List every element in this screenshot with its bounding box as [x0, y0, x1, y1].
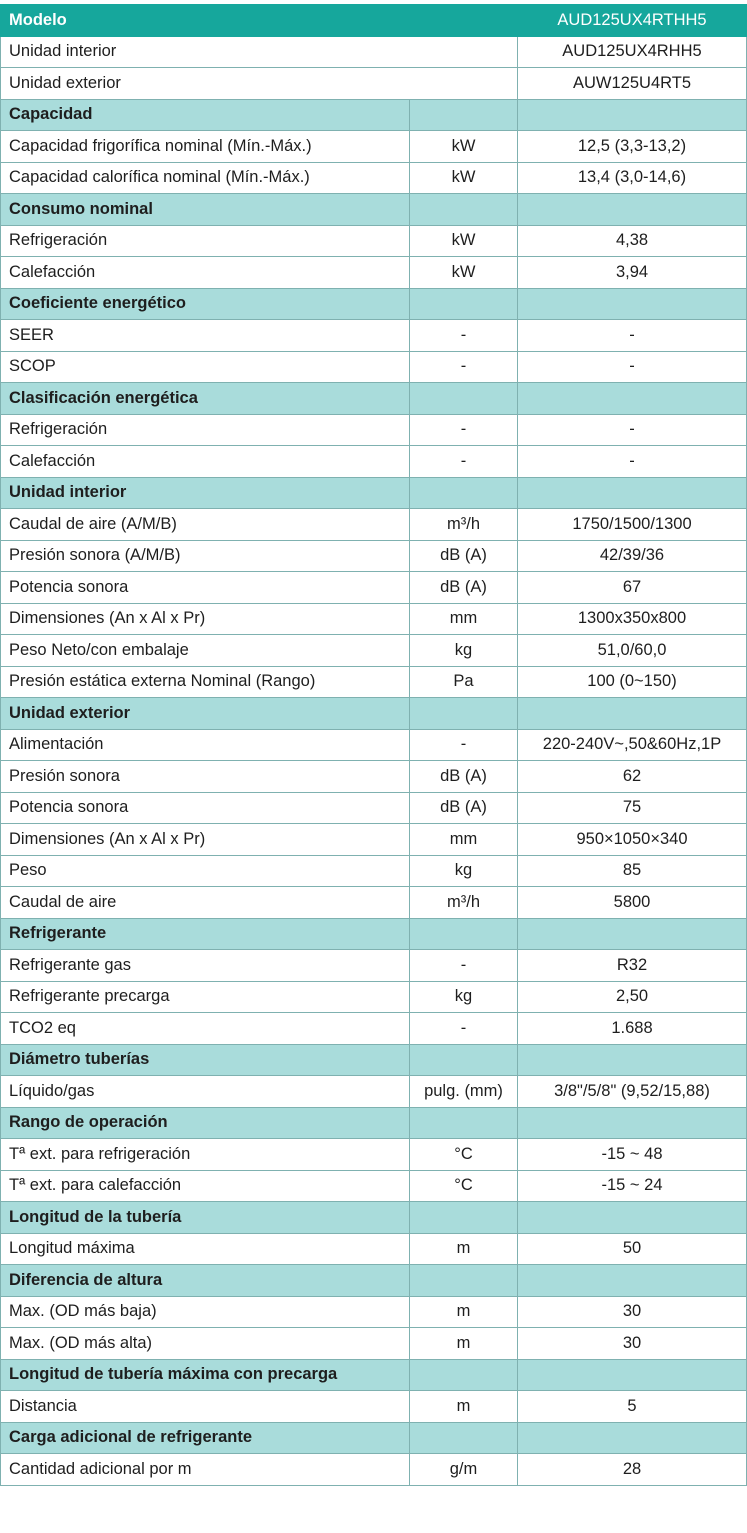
spec-value: 67 [518, 572, 747, 604]
spec-value: 1300x350x800 [518, 603, 747, 635]
spec-row [1, 1454, 747, 1486]
spec-label: Líquido/gas [1, 1076, 410, 1108]
spec-value: 220-240V~,50&60Hz,1P [518, 729, 747, 761]
spec-unit: dB (A) [410, 792, 518, 824]
section-title: Diámetro tuberías [1, 1044, 410, 1076]
spec-row [1, 131, 747, 163]
spec-label: Refrigeración [1, 414, 410, 446]
section-title: Longitud de la tubería [1, 1202, 410, 1234]
spec-value: 3,94 [518, 257, 747, 289]
spec-row [1, 855, 747, 887]
spec-value: 2,50 [518, 981, 747, 1013]
spec-label: TCO2 eq [1, 1013, 410, 1045]
spec-row [1, 162, 747, 194]
spec-unit: kW [410, 131, 518, 163]
spec-row [1, 761, 747, 793]
spec-row [1, 351, 747, 383]
spec-row [1, 320, 747, 352]
spec-value: 42/39/36 [518, 540, 747, 572]
spec-unit: kg [410, 635, 518, 667]
spec-label: Longitud máxima [1, 1233, 410, 1265]
spec-row [1, 1013, 747, 1045]
spec-unit: m [410, 1391, 518, 1423]
spec-value: 30 [518, 1296, 747, 1328]
spec-unit: kg [410, 855, 518, 887]
section-row [1, 477, 747, 509]
section-title: Rango de operación [1, 1107, 410, 1139]
spec-value: -15 ~ 48 [518, 1139, 747, 1171]
spec-value: 100 (0~150) [518, 666, 747, 698]
section-unit-cell [410, 918, 518, 950]
section-value-cell [518, 383, 747, 415]
model-value: AUD125UX4RHH5 [518, 36, 747, 68]
spec-value: 30 [518, 1328, 747, 1360]
section-row [1, 1044, 747, 1076]
spec-label: Cantidad adicional por m [1, 1454, 410, 1486]
section-row [1, 288, 747, 320]
section-value-cell [518, 918, 747, 950]
spec-label: Peso [1, 855, 410, 887]
section-title: Diferencia de altura [1, 1265, 410, 1297]
spec-row [1, 225, 747, 257]
spec-row [1, 887, 747, 919]
spec-unit: m³/h [410, 887, 518, 919]
spec-label: Dimensiones (An x Al x Pr) [1, 824, 410, 856]
section-unit-cell [410, 1359, 518, 1391]
spec-row [1, 540, 747, 572]
section-row [1, 918, 747, 950]
spec-value: 5 [518, 1391, 747, 1423]
spec-label: Refrigerante gas [1, 950, 410, 982]
spec-label: Max. (OD más baja) [1, 1296, 410, 1328]
header-row [1, 5, 747, 37]
spec-unit: °C [410, 1170, 518, 1202]
section-unit-cell [410, 1422, 518, 1454]
spec-row [1, 572, 747, 604]
section-row [1, 1202, 747, 1234]
section-title: Unidad exterior [1, 698, 410, 730]
spec-unit: dB (A) [410, 540, 518, 572]
spec-unit: Pa [410, 666, 518, 698]
section-unit-cell [410, 1265, 518, 1297]
spec-unit: - [410, 729, 518, 761]
section-unit-cell [410, 698, 518, 730]
section-title: Unidad interior [1, 477, 410, 509]
header-model-value: AUD125UX4RTHH5 [518, 5, 747, 37]
section-value-cell [518, 288, 747, 320]
spec-label: Calefacción [1, 446, 410, 478]
spec-value: 85 [518, 855, 747, 887]
spec-label: Capacidad frigorífica nominal (Mín.-Máx.) [1, 131, 410, 163]
spec-label: Presión estática externa Nominal (Rango) [1, 666, 410, 698]
spec-label: Caudal de aire [1, 887, 410, 919]
spec-row [1, 1328, 747, 1360]
spec-value: 4,38 [518, 225, 747, 257]
spec-unit: mm [410, 824, 518, 856]
spec-row [1, 1076, 747, 1108]
section-value-cell [518, 99, 747, 131]
spec-unit: mm [410, 603, 518, 635]
spec-label: Distancia [1, 1391, 410, 1423]
spec-label: Caudal de aire (A/M/B) [1, 509, 410, 541]
spec-unit: - [410, 950, 518, 982]
spec-value: 3/8"/5/8" (9,52/15,88) [518, 1076, 747, 1108]
spec-label: Max. (OD más alta) [1, 1328, 410, 1360]
spec-value: 51,0/60,0 [518, 635, 747, 667]
spec-unit: dB (A) [410, 572, 518, 604]
section-unit-cell [410, 99, 518, 131]
spec-row [1, 509, 747, 541]
spec-value: -15 ~ 24 [518, 1170, 747, 1202]
section-title: Refrigerante [1, 918, 410, 950]
spec-value: R32 [518, 950, 747, 982]
spec-unit: dB (A) [410, 761, 518, 793]
section-row [1, 698, 747, 730]
spec-row [1, 635, 747, 667]
spec-label: Capacidad calorífica nominal (Mín.-Máx.) [1, 162, 410, 194]
section-unit-cell [410, 194, 518, 226]
spec-value: 13,4 (3,0-14,6) [518, 162, 747, 194]
spec-value: 950×1050×340 [518, 824, 747, 856]
spec-row [1, 792, 747, 824]
section-title: Longitud de tubería máxima con precarga [1, 1359, 410, 1391]
header-label: Modelo [1, 5, 518, 37]
spec-table [0, 4, 747, 1486]
spec-value: 28 [518, 1454, 747, 1486]
section-value-cell [518, 1422, 747, 1454]
spec-unit: m [410, 1233, 518, 1265]
spec-label: Presión sonora [1, 761, 410, 793]
section-unit-cell [410, 1202, 518, 1234]
section-title: Capacidad [1, 99, 410, 131]
spec-row [1, 446, 747, 478]
spec-unit: kW [410, 225, 518, 257]
spec-value: 1.688 [518, 1013, 747, 1045]
spec-label: Potencia sonora [1, 792, 410, 824]
section-value-cell [518, 1202, 747, 1234]
spec-value: - [518, 446, 747, 478]
spec-value: 50 [518, 1233, 747, 1265]
section-value-cell [518, 1107, 747, 1139]
spec-unit: - [410, 446, 518, 478]
model-value: AUW125U4RT5 [518, 68, 747, 100]
model-row-indoor [1, 36, 747, 68]
spec-unit: m³/h [410, 509, 518, 541]
spec-unit: - [410, 351, 518, 383]
section-row [1, 1265, 747, 1297]
spec-value: 75 [518, 792, 747, 824]
spec-row [1, 1170, 747, 1202]
spec-unit: pulg. (mm) [410, 1076, 518, 1108]
spec-row [1, 981, 747, 1013]
spec-row [1, 1139, 747, 1171]
spec-row [1, 824, 747, 856]
section-unit-cell [410, 383, 518, 415]
spec-label: Presión sonora (A/M/B) [1, 540, 410, 572]
section-row [1, 194, 747, 226]
spec-label: Tª ext. para refrigeración [1, 1139, 410, 1171]
spec-label: Refrigeración [1, 225, 410, 257]
spec-unit: g/m [410, 1454, 518, 1486]
spec-value: 5800 [518, 887, 747, 919]
spec-unit: - [410, 320, 518, 352]
section-unit-cell [410, 288, 518, 320]
section-row [1, 99, 747, 131]
section-row [1, 1422, 747, 1454]
section-unit-cell [410, 1107, 518, 1139]
spec-label: Peso Neto/con embalaje [1, 635, 410, 667]
section-unit-cell [410, 1044, 518, 1076]
section-value-cell [518, 1044, 747, 1076]
spec-label: Alimentación [1, 729, 410, 761]
spec-row [1, 414, 747, 446]
spec-unit: kW [410, 162, 518, 194]
spec-row [1, 666, 747, 698]
spec-unit: - [410, 1013, 518, 1045]
spec-label: Calefacción [1, 257, 410, 289]
spec-unit: kW [410, 257, 518, 289]
model-row-outdoor [1, 68, 747, 100]
spec-row [1, 729, 747, 761]
spec-row [1, 1233, 747, 1265]
spec-value: 62 [518, 761, 747, 793]
model-label: Unidad exterior [1, 68, 518, 100]
section-row [1, 383, 747, 415]
spec-value: - [518, 414, 747, 446]
spec-row [1, 950, 747, 982]
spec-label: SCOP [1, 351, 410, 383]
model-label: Unidad interior [1, 36, 518, 68]
spec-label: SEER [1, 320, 410, 352]
spec-value: - [518, 320, 747, 352]
spec-unit: m [410, 1328, 518, 1360]
spec-row [1, 1391, 747, 1423]
spec-unit: °C [410, 1139, 518, 1171]
section-row [1, 1359, 747, 1391]
spec-label: Refrigerante precarga [1, 981, 410, 1013]
section-value-cell [518, 698, 747, 730]
spec-value: 1750/1500/1300 [518, 509, 747, 541]
spec-value: 12,5 (3,3-13,2) [518, 131, 747, 163]
spec-unit: - [410, 414, 518, 446]
spec-unit: kg [410, 981, 518, 1013]
section-title: Clasificación energética [1, 383, 410, 415]
spec-unit: m [410, 1296, 518, 1328]
section-value-cell [518, 194, 747, 226]
section-value-cell [518, 1359, 747, 1391]
spec-row [1, 1296, 747, 1328]
section-title: Carga adicional de refrigerante [1, 1422, 410, 1454]
section-unit-cell [410, 477, 518, 509]
spec-label: Tª ext. para calefacción [1, 1170, 410, 1202]
section-value-cell [518, 477, 747, 509]
spec-row [1, 257, 747, 289]
spec-value: - [518, 351, 747, 383]
section-title: Consumo nominal [1, 194, 410, 226]
spec-table-body [1, 5, 747, 1486]
spec-label: Potencia sonora [1, 572, 410, 604]
spec-label: Dimensiones (An x Al x Pr) [1, 603, 410, 635]
section-title: Coeficiente energético [1, 288, 410, 320]
spec-row [1, 603, 747, 635]
section-value-cell [518, 1265, 747, 1297]
section-row [1, 1107, 747, 1139]
